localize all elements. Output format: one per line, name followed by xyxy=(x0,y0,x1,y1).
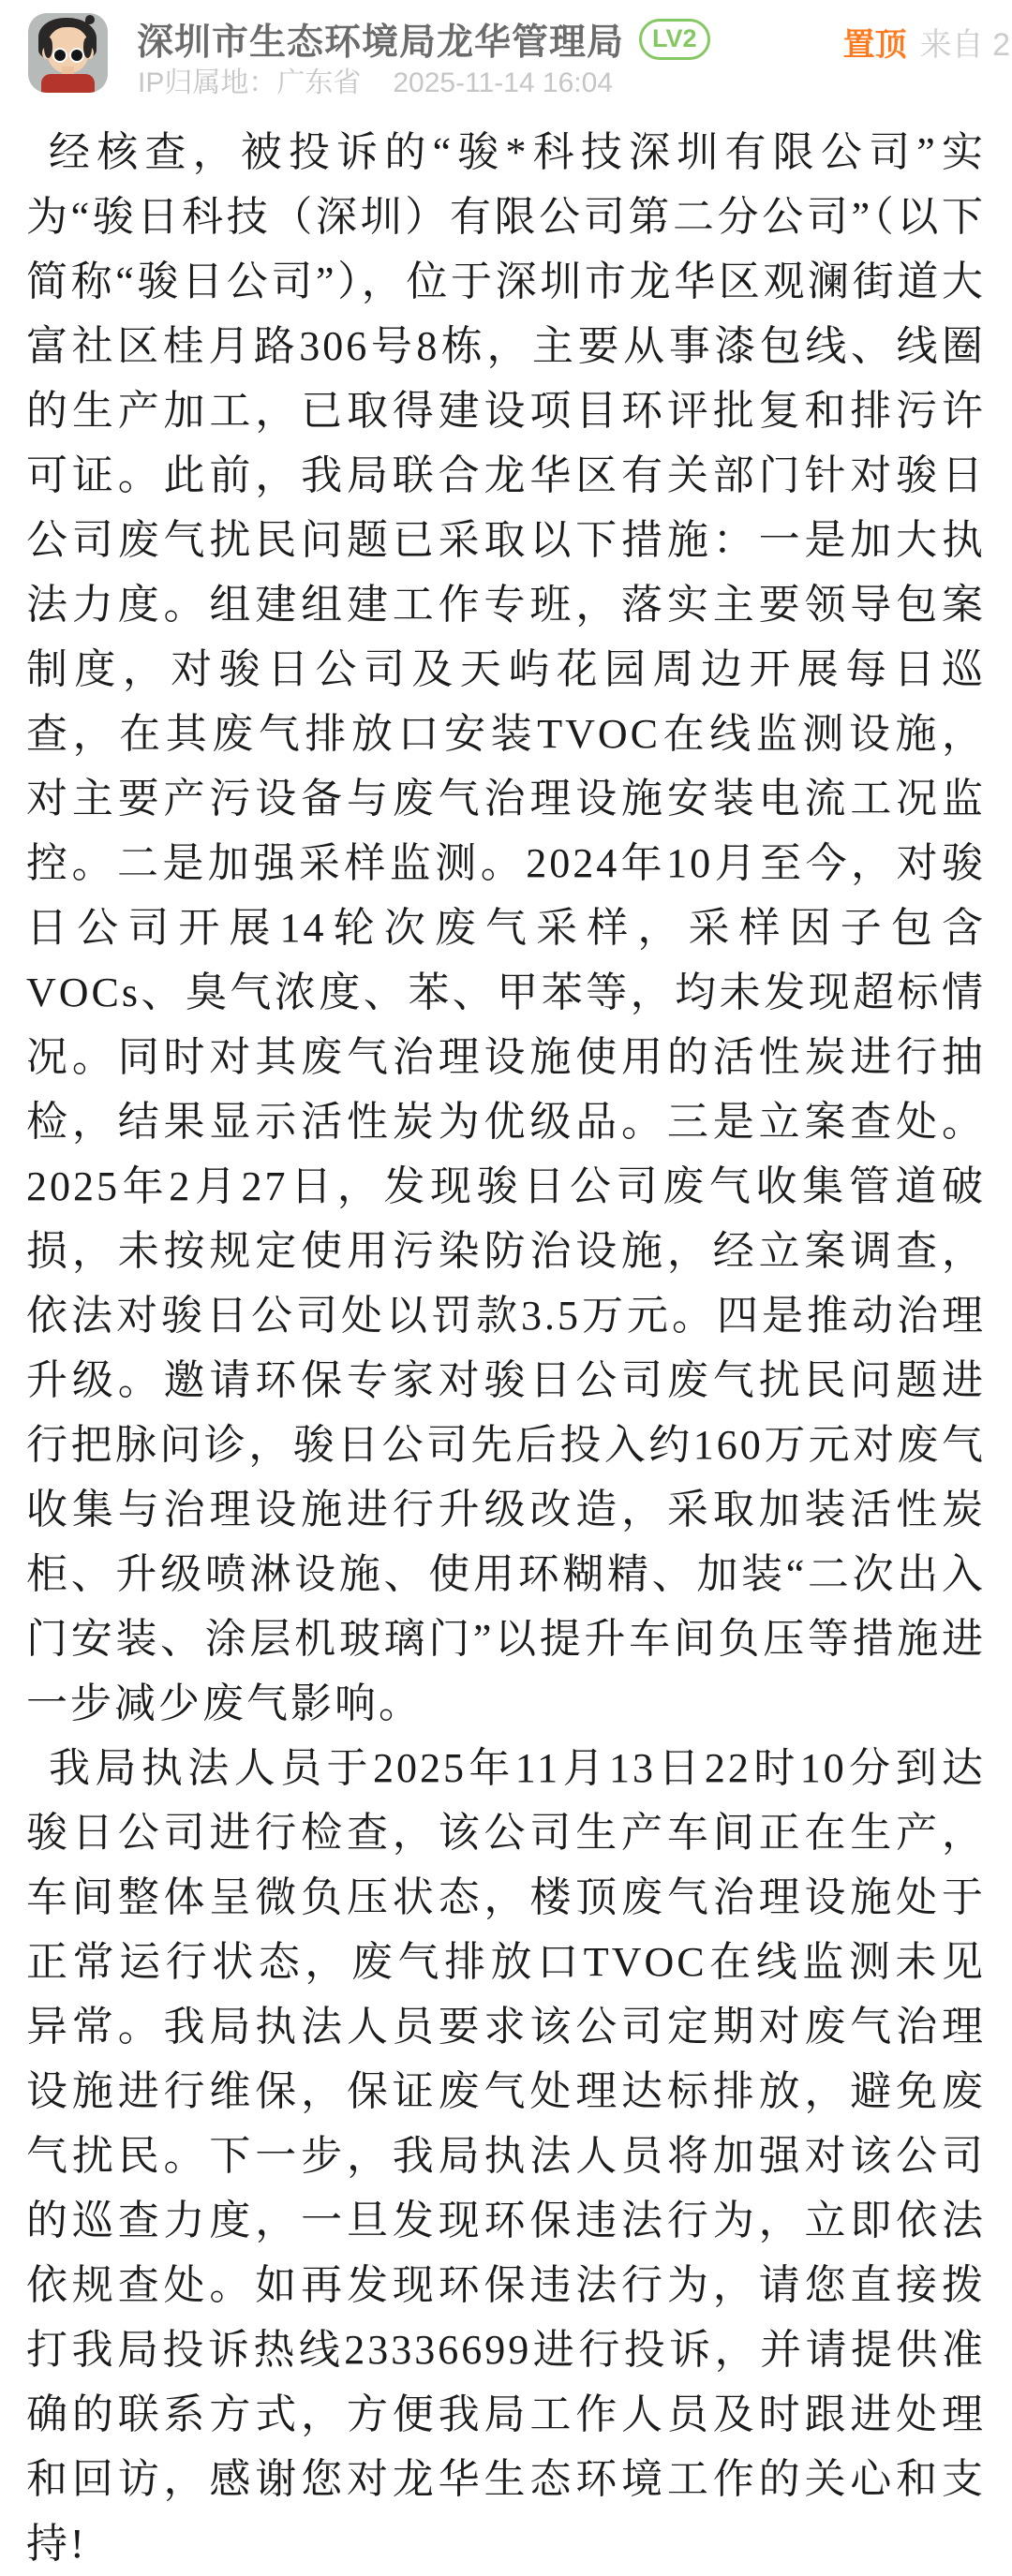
post-body xyxy=(0,105,1012,2576)
paragraph: 我局执法人员于2025年11月13日22时10分到达骏日公司进行检查，该公司生产车间正在生产，车间整体呈微负压状态，楼顶废气治理设施处于正常运行状态，废气排放口TVOC在线监测未见异常。我局执法人员要求该公司定期对废气治理设施进行维保，保证废气处理达标排放，避免废气扰民。下一步，我局执法人员将加强对该公司的巡查力度，一旦发现环保违法行为，立即依法依规查处。如再发现环保违法行为，请您直接拨打我局投诉热线23336699进行投诉，并请提供准确的联系方式，方便我局工作人员及时跟进处理和回访，感谢您对龙华生态环境工作的关心和支持! xyxy=(26,1745,986,2567)
source-link[interactable]: 来自 2 xyxy=(919,27,1010,63)
timestamp: 2025-11-14 16:04 xyxy=(393,67,613,98)
avatar[interactable] xyxy=(28,13,108,93)
pinned-badge: 置顶 xyxy=(842,27,907,63)
username[interactable]: 深圳市生态环境局龙华管理局 xyxy=(137,22,625,63)
ip-location: IP归属地：广东省 xyxy=(138,67,362,98)
paragraph: 经核查，被投诉的“骏*科技深圳有限公司”实为“骏日科技（深圳）有限公司第二分公司”（以下简称“骏日公司”），位于深圳市龙华区观澜街道大富社区桂月路306号8栋，主要从事漆包线、线圈的生产加工，已取得建设项目环评批复和排污许可证。此前，我局联合龙华区有关部门针对骏日公司废气扰民问题已采取以下措施：一是加大执法力度。组建组建工作专班，落实主要领导包案制度，对骏日公司及天屿花园周边开展每日巡查，在其废气排放口安装TVOC在线监测设施，对主要产污设备与废气治理设施安装电流工况监控。二是加强采样监测。2024年10月至今，对骏日公司开展14轮次废气采样，采样因子包含VOCs、臭气浓度、苯、甲苯等，均未发现超标情况。同时对其废气治理设施使用的活性炭进行抽检，结果显示活性炭为优级品。三是立案查处。2025年2月27日，发现骏日公司废气收集管道破损，未按规定使用污染防治设施，经立案调查，依法对骏日公司处以罚款3.5万元。四是推动治理升级。邀请环保专家对骏日公司废气扰民问题进行把脉问诊，骏日公司先后投入约160万元对废气收集与治理设施进行升级改造，采取加装活性炭柜、升级喷淋设施、使用环糊精、加装“二次出入门安装、涂层机玻璃门”以提升车间负压等措施进一步减少废气影响。 xyxy=(26,129,986,1726)
level-badge: LV2 xyxy=(639,19,710,60)
post-header xyxy=(0,0,1012,105)
